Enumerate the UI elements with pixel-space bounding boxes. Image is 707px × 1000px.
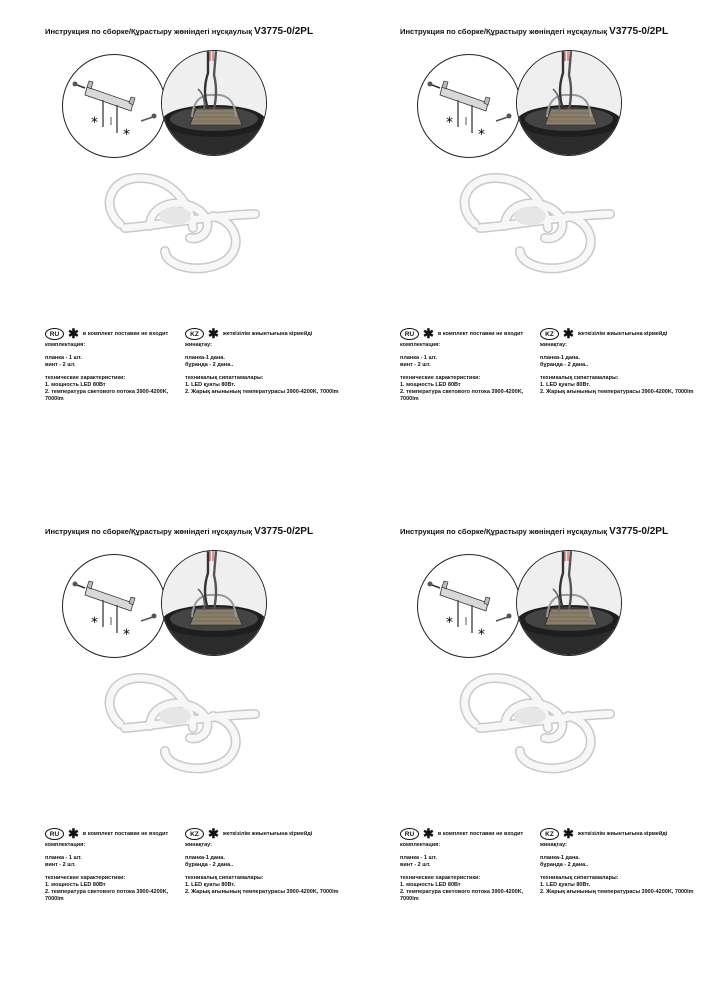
svg-text:*: * — [446, 115, 453, 131]
model-number: V3775-0/2PL — [254, 26, 314, 37]
kz-badge-icon: KZ — [540, 828, 559, 840]
svg-text:*: * — [478, 127, 485, 143]
kz-spec-item: 2. Жарық ағынының температурасы 3900-4200K, 7000lm — [540, 889, 694, 895]
kz-badge-icon: KZ — [540, 328, 559, 340]
kz-spec-item: 1. LED қуаты 80Вт. — [185, 382, 236, 388]
ru-specs-heading: технические характеристики: — [45, 375, 126, 381]
ru-spec-item: 1. мощность LED 80Вт — [45, 882, 106, 888]
kz-kit-item: бұранда - 2 дана.. — [540, 862, 589, 868]
model-number: V3775-0/2PL — [609, 26, 669, 37]
kz-spec-item: 2. Жарық ағынының температурасы 3900-4200K, 7000lm — [540, 389, 694, 395]
mounting-kit-illustration — [62, 554, 166, 658]
ru-kit-item: винт - 2 шт. — [400, 862, 431, 868]
svg-text:*: * — [91, 115, 98, 131]
ru-specs-heading: технические характеристики: — [400, 875, 481, 881]
title-text: Инструкция по сборке/Құрастыру жөніндегі нұсқаулық — [400, 27, 608, 36]
ru-spec-item: 2. температура светового потока 3900-4200K, 7000lm — [400, 389, 524, 402]
lamp-illustration — [450, 166, 615, 281]
ru-kit-item: винт - 2 шт. — [400, 362, 431, 368]
ru-spec-item: 2. температура светового потока 3900-4200K, 7000lm — [45, 889, 169, 902]
kz-section — [540, 328, 700, 396]
ru-note: в комплект поставки не входит — [82, 330, 169, 337]
lamp-illustration — [450, 666, 615, 781]
kz-note: жеткізілім жиынтығына кірмейді — [222, 830, 313, 837]
ru-section — [400, 828, 540, 903]
ru-section — [45, 328, 185, 403]
kz-kit-item: бұранда - 2 дана.. — [540, 362, 589, 368]
kz-section — [540, 828, 700, 896]
ru-badge-icon: RU — [45, 828, 64, 840]
ru-spec-item: 1. мощность LED 80Вт — [400, 382, 461, 388]
ru-section — [400, 328, 540, 403]
star-icon: ✱ — [208, 826, 219, 841]
ru-badge-icon: RU — [45, 328, 64, 340]
canopy-wiring-illustration — [516, 550, 622, 656]
ru-note: в комплект поставки не входит — [437, 330, 524, 337]
svg-text:*: * — [123, 627, 130, 643]
ru-kit-item: винт - 2 шт. — [45, 362, 76, 368]
kz-kit-heading: жинақтау: — [540, 342, 567, 348]
instruction-title — [45, 526, 313, 537]
kz-kit-heading: жинақтау: — [540, 842, 567, 848]
kz-spec-item: 2. Жарық ағынының температурасы 3900-4200K, 7000lm — [185, 389, 339, 395]
title-text: Инструкция по сборке/Құрастыру жөніндегі нұсқаулық — [45, 27, 253, 36]
ru-kit-heading: комплектация: — [45, 842, 86, 848]
kz-specs-heading: техникалық сипаттамалары: — [185, 875, 264, 881]
title-text: Инструкция по сборке/Құрастыру жөніндегі нұсқаулық — [400, 527, 608, 536]
kz-kit-heading: жинақтау: — [185, 342, 212, 348]
mounting-kit-illustration — [417, 554, 521, 658]
star-icon: ✱ — [423, 326, 434, 341]
ru-badge-icon: RU — [400, 328, 419, 340]
ru-kit-item: планка - 1 шт. — [45, 355, 82, 361]
kz-section — [185, 828, 345, 896]
canopy-wiring-illustration — [516, 50, 622, 156]
kz-specs-heading: техникалық сипаттамалары: — [540, 875, 619, 881]
svg-text:*: * — [91, 615, 98, 631]
kz-kit-item: бұранда - 2 дана.. — [185, 862, 234, 868]
ru-kit-heading: комплектация: — [400, 842, 441, 848]
instruction-panel — [400, 26, 707, 446]
ru-spec-item: 2. температура светового потока 3900-4200K, 7000lm — [45, 389, 169, 402]
kz-spec-item: 1. LED қуаты 80Вт. — [185, 882, 236, 888]
ru-spec-item: 2. температура светового потока 3900-4200K, 7000lm — [400, 889, 524, 902]
star-icon: ✱ — [563, 326, 574, 341]
star-icon: ✱ — [423, 826, 434, 841]
ru-badge-icon: RU — [400, 828, 419, 840]
kz-kit-item: планка-1 дана. — [185, 855, 225, 861]
star-icon: ✱ — [563, 826, 574, 841]
ru-kit-item: планка - 1 шт. — [400, 355, 437, 361]
svg-text:*: * — [446, 615, 453, 631]
kz-kit-item: планка-1 дана. — [185, 355, 225, 361]
kz-spec-item: 1. LED қуаты 80Вт. — [540, 382, 591, 388]
kz-section — [185, 328, 345, 396]
ru-specs-heading: технические характеристики: — [400, 375, 481, 381]
ru-note: в комплект поставки не входит — [437, 830, 524, 837]
ru-spec-item: 1. мощность LED 80Вт — [400, 882, 461, 888]
ru-kit-heading: комплектация: — [45, 342, 86, 348]
kz-note: жеткізілім жиынтығына кірмейді — [577, 330, 668, 337]
kz-kit-item: бұранда - 2 дана.. — [185, 362, 234, 368]
canopy-wiring-illustration — [161, 550, 267, 656]
star-icon: ✱ — [68, 826, 79, 841]
svg-text:*: * — [478, 627, 485, 643]
instruction-panel — [45, 526, 365, 946]
ru-kit-item: планка - 1 шт. — [400, 855, 437, 861]
mounting-kit-illustration — [62, 54, 166, 158]
kz-kit-item: планка-1 дана. — [540, 355, 580, 361]
kz-kit-heading: жинақтау: — [185, 842, 212, 848]
kz-kit-item: планка-1 дана. — [540, 855, 580, 861]
mounting-kit-illustration — [417, 54, 521, 158]
title-text: Инструкция по сборке/Құрастыру жөніндегі нұсқаулық — [45, 527, 253, 536]
ru-section — [45, 828, 185, 903]
ru-specs-heading: технические характеристики: — [45, 875, 126, 881]
kz-badge-icon: KZ — [185, 828, 204, 840]
ru-kit-item: винт - 2 шт. — [45, 862, 76, 868]
model-number: V3775-0/2PL — [254, 526, 314, 537]
instruction-panel — [45, 26, 365, 446]
model-number: V3775-0/2PL — [609, 526, 669, 537]
star-icon: ✱ — [68, 326, 79, 341]
lamp-illustration — [95, 666, 260, 781]
kz-specs-heading: техникалық сипаттамалары: — [185, 375, 264, 381]
kz-note: жеткізілім жиынтығына кірмейді — [222, 330, 313, 337]
kz-note: жеткізілім жиынтығына кірмейді — [577, 830, 668, 837]
ru-note: в комплект поставки не входит — [82, 830, 169, 837]
instruction-panel — [400, 526, 707, 946]
star-icon: ✱ — [208, 326, 219, 341]
ru-kit-heading: комплектация: — [400, 342, 441, 348]
canopy-wiring-illustration — [161, 50, 267, 156]
svg-text:*: * — [123, 127, 130, 143]
kz-spec-item: 2. Жарық ағынының температурасы 3900-4200K, 7000lm — [185, 889, 339, 895]
kz-specs-heading: техникалық сипаттамалары: — [540, 375, 619, 381]
lamp-illustration — [95, 166, 260, 281]
kz-badge-icon: KZ — [185, 328, 204, 340]
ru-kit-item: планка - 1 шт. — [45, 855, 82, 861]
kz-spec-item: 1. LED қуаты 80Вт. — [540, 882, 591, 888]
ru-spec-item: 1. мощность LED 80Вт — [45, 382, 106, 388]
instruction-title — [400, 26, 668, 37]
instruction-title — [400, 526, 668, 537]
instruction-title — [45, 26, 313, 37]
